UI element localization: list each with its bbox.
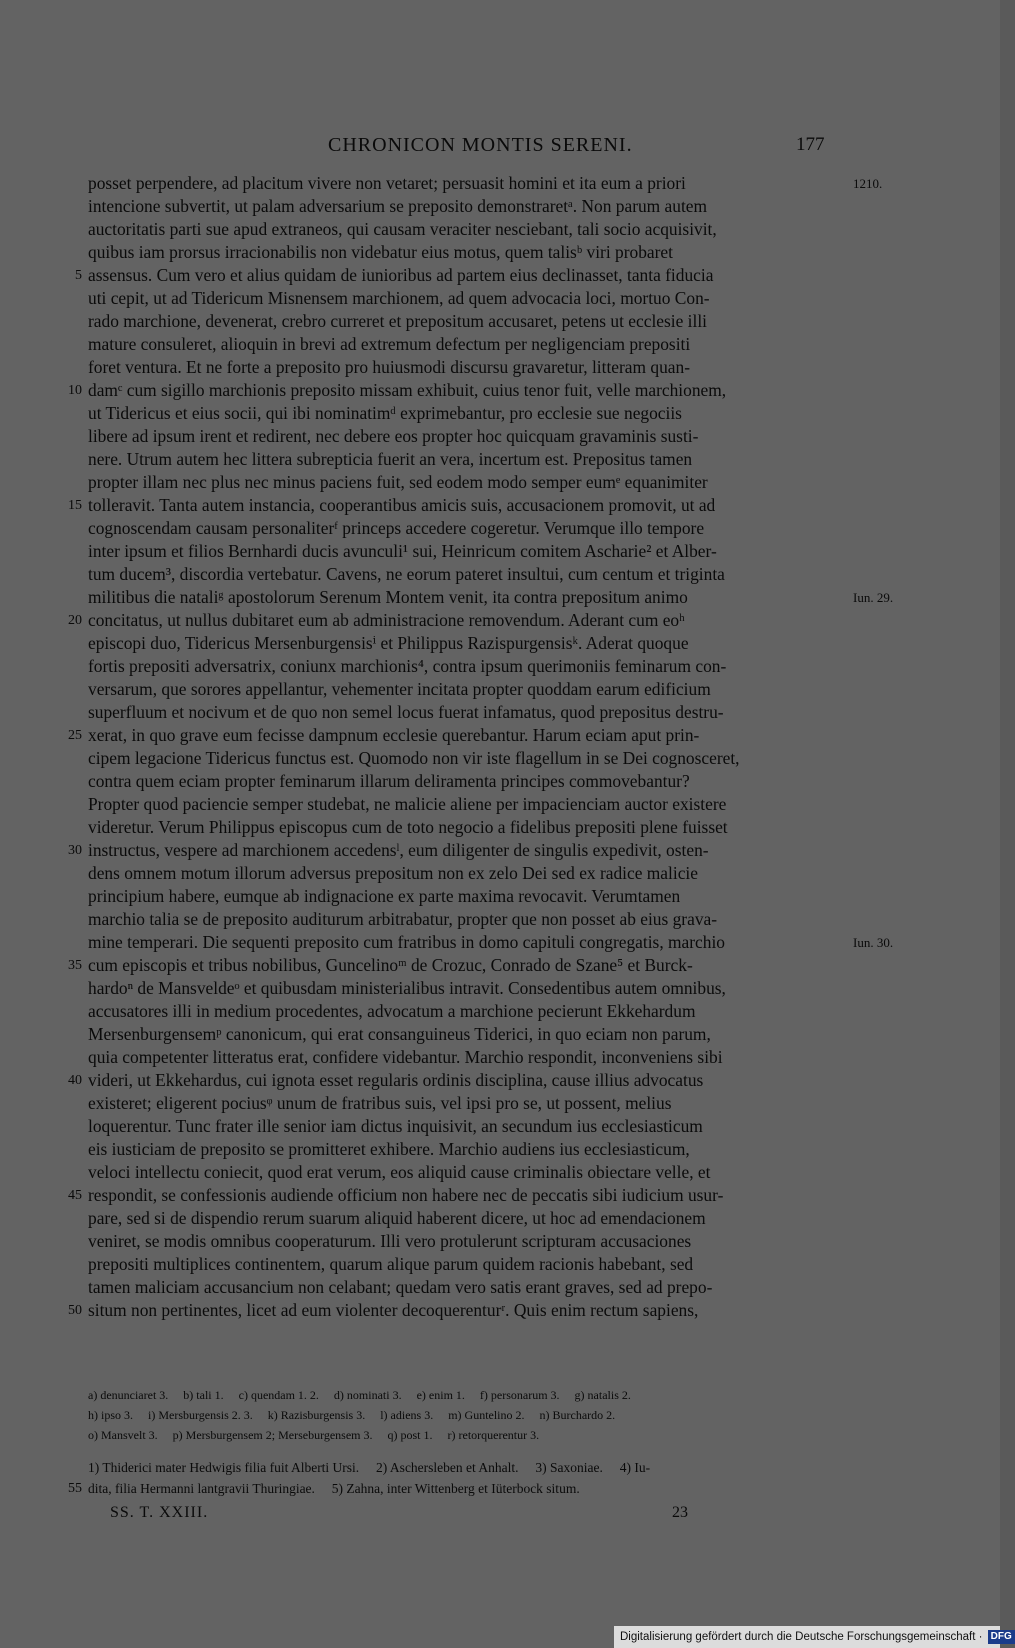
text-line — [88, 563, 848, 586]
line-text: situm non pertinentes, licet ad eum violenter decoquerenturʳ. Quis enim rectum sapiens, — [88, 1300, 699, 1320]
line-text: cognoscendam causam personaliterᶠ princeps accedere cogeretur. Verumque illo tempore — [88, 518, 705, 538]
line-number: 50 — [68, 1303, 82, 1318]
line-text: accusatores illi in medium procedentes, advocatum a marchione pecierunt Ekkehardum — [88, 1001, 696, 1021]
text-line — [88, 1023, 848, 1046]
line-text: hardoⁿ de Mansveldeᵒ et quibusdam ministerialibus intravit. Consedentibus autem omnibus, — [88, 978, 726, 998]
text-line — [88, 1276, 848, 1299]
text-line — [88, 195, 848, 218]
line-text: intencione subvertit, ut palam adversarium se preposito demonstraretᵃ. Non parum autem — [88, 196, 708, 216]
line-text: eis iusticiam de preposito se promitteret exhibere. Marchio audiens ius ecclesiasticum, — [88, 1139, 690, 1159]
text-line — [88, 1230, 848, 1253]
signature-mark: 23 — [672, 1504, 688, 1521]
line-number: 20 — [68, 613, 82, 628]
line-text: versarum, que sorores appellantur, vehementer incitata propter quoddam earum edificium — [88, 679, 711, 699]
text-line — [88, 816, 848, 839]
text-line — [68, 1184, 848, 1207]
text-line — [88, 356, 848, 379]
line-text: veniret, se modis omnibus cooperaturum. Illi vero protulerunt scripturam accusaciones — [88, 1231, 692, 1251]
text-line — [88, 471, 848, 494]
text-line — [88, 425, 848, 448]
line-text: rado marchione, devenerat, crebro curreret et prepositum accusaret, petens ut ecclesie illi — [88, 311, 707, 331]
line-number: 40 — [68, 1073, 82, 1088]
line-text: quibus iam prorsus irracionabilis non videbatur eius motus, quem talisᵇ viri probaret — [88, 242, 673, 262]
text-line — [88, 287, 848, 310]
explanatory-notes — [68, 1457, 848, 1499]
line-text: mature consuleret, alioquin in brevi ad extremum defectum per negligenciam prepositi — [88, 334, 691, 354]
text-line — [88, 931, 894, 954]
line-text: superfluum et nocivum et de quo non semel locus fuerat infamatus, quod prepositus destru- — [88, 702, 724, 722]
line-number: 30 — [68, 843, 82, 858]
text-line — [88, 1207, 848, 1230]
line-text: damᶜ cum sigillo marchionis preposito missam exhibuit, cuius tenor fuit, velle marchionem, — [88, 380, 727, 400]
text-line — [88, 402, 848, 425]
text-line — [88, 701, 848, 724]
line-text: tamen maliciam accusancium non celabant; quedam vero satis erant graves, sed ad prepo- — [88, 1277, 713, 1297]
text-line — [88, 517, 848, 540]
line-text: militibus die nataliᵍ apostolorum Serenum Montem venit, ita contra prepositum animo — [88, 587, 688, 607]
line-text: Mersenburgensemᵖ canonicum, qui erat consanguineus Tiderici, in quo eciam non parum, — [88, 1024, 711, 1044]
line-text: videri, ut Ekkehardus, cui ignota esset regularis ordinis disciplina, cause illius advocatus — [88, 1070, 704, 1090]
line-text: existeret; eligerent pociusᵠ unum de fratribus suis, vel ipsi pro se, ut possent, melius — [88, 1093, 672, 1113]
line-text: tum ducem³, discordia vertebatur. Cavens, ne eorum pateret insultui, cum centum et triginta — [88, 564, 725, 584]
text-line — [88, 977, 848, 1000]
text-line — [68, 609, 848, 632]
text-line — [88, 862, 848, 885]
text-line — [88, 333, 848, 356]
line-text: auctoritatis parti sue apud extraneos, qui causam veraciter nesciebant, tali socio acquisivit, — [88, 219, 717, 239]
line-text: pare, sed si de dispendio rerum suarum aliquid haberent dicere, ut hoc ad emendacionem — [88, 1208, 706, 1228]
line-number: 5 — [75, 268, 82, 283]
text-line — [88, 218, 848, 241]
text-line — [68, 839, 848, 862]
line-text: cipem legacione Tidericus functus est. Quomodo non vir iste flagellum in se Dei cognosceret, — [88, 748, 740, 768]
text-line — [75, 264, 848, 287]
variant-note-line: o) Mansvelt 3. p) Mersburgensem 2; Merseburgensem 3. q) post 1. r) retorquerentur 3. — [88, 1428, 540, 1442]
text-line — [68, 954, 848, 977]
line-text: libere ad ipsum irent et redirent, nec debere eos propter hoc quicquam gravaminis susti- — [88, 426, 699, 446]
page-number: 177 — [796, 134, 825, 155]
line-text: cum episcopis et tribus nobilibus, Guncelinoᵐ de Crozuc, Conrado de Szane⁵ et Burck- — [88, 955, 693, 975]
line-text: foret ventura. Et ne forte a preposito pro huiusmodi discursu gravaretur, litteram quan- — [88, 357, 690, 377]
text-line — [68, 379, 848, 402]
running-title: CHRONICON MONTIS SERENI. — [328, 134, 633, 156]
text-line — [88, 1092, 848, 1115]
line-text: contra quem eciam propter feminarum illarum deliramenta principes commovebantur? — [88, 771, 690, 791]
text-line — [88, 747, 848, 770]
text-line — [88, 1000, 848, 1023]
text-line — [88, 1115, 848, 1138]
line-number: 55 — [68, 1481, 82, 1496]
variant-note-line: a) denunciaret 3. b) tali 1. c) quendam 1. 2. d) nominati 3. e) enim 1. f) personarum 3. g) natalis 2. — [88, 1388, 631, 1402]
margin-date: Iun. 30. — [853, 935, 894, 950]
text-line — [88, 885, 848, 908]
text-line — [68, 1069, 848, 1092]
text-line — [88, 310, 848, 333]
line-text: posset perpendere, ad placitum vivere non vetaret; persuasit homini et ita eum a priori — [88, 173, 686, 193]
text-line — [88, 1046, 848, 1069]
text-line — [68, 724, 848, 747]
line-text: respondit, se confessionis audiende officium non habere nec de peccatis sibi iudicium usur- — [88, 1185, 724, 1205]
footnote-text: dita, filia Hermanni lantgravii Thuringiae. 5) Zahna, inter Wittenberg et Iüterbock situm. — [88, 1481, 580, 1496]
footnote-line — [68, 1478, 848, 1499]
text-line — [68, 1299, 848, 1322]
line-text: quia competenter litteratus erat, confidere videbantur. Marchio respondit, inconveniens sibi — [88, 1047, 723, 1067]
line-text: mine temperari. Die sequenti preposito cum fratribus in domo capituli congregatis, marchio — [88, 932, 725, 952]
dfg-text: Digitalisierung gefördert durch die Deutsche Forschungsgemeinschaft · — [620, 1631, 983, 1643]
running-header — [0, 134, 1000, 160]
line-text: instructus, vespere ad marchionem accedensˡ, eum diligenter de singulis expedivit, osten- — [88, 840, 709, 860]
text-line — [88, 1138, 848, 1161]
line-text: inter ipsum et filios Bernhardi ducis avunculi¹ sui, Heinricum comitem Ascharie² et Alber- — [88, 541, 717, 561]
line-text: principium habere, eumque ab indignacione ex parte maxima revocavit. Verumtamen — [88, 886, 681, 906]
dfg-logo-icon: DFG — [988, 1630, 1015, 1644]
text-line — [88, 770, 848, 793]
variant-apparatus — [88, 1385, 848, 1445]
line-text: tolleravit. Tanta autem instancia, cooperantibus amicis suis, accusacionem promovit, ut ad — [88, 495, 716, 515]
line-text: Propter quod paciencie semper studebat, ne malicie aliene per impacienciam auctor existere — [88, 794, 727, 814]
line-number: 25 — [68, 728, 82, 743]
line-number: 45 — [68, 1188, 82, 1203]
variant-note-line: h) ipso 3. i) Mersburgensis 2. 3. k) Razisburgensis 3. l) adiens 3. m) Guntelino 2. n) Burchardo 2. — [88, 1408, 616, 1422]
text-line — [88, 908, 848, 931]
main-text — [68, 172, 894, 1322]
dfg-banner[interactable] — [614, 1626, 1012, 1648]
line-text: prepositi multiplices continentem, quarum alique parum quidem racionis habebant, sed — [88, 1254, 694, 1274]
text-line — [88, 632, 848, 655]
text-line — [88, 586, 894, 609]
text-line — [68, 494, 848, 517]
text-line — [88, 172, 883, 195]
line-text: fortis prepositi adversatrix, coniunx marchionis⁴, contra ipsum querimoniis feminarum con- — [88, 656, 727, 676]
margin-date: Iun. 29. — [853, 590, 894, 605]
footnote-text: 1) Thiderici mater Hedwigis filia fuit Alberti Ursi. 2) Aschersleben et Anhalt. 3) Saxoniae. 4) Iu- — [88, 1460, 651, 1475]
text-line — [88, 655, 848, 678]
line-text: dens omnem motum illorum adversus prepositum non ex zelo Dei sed ex radice malicie — [88, 863, 698, 883]
text-line — [88, 793, 848, 816]
line-text: propter illam nec plus nec minus paciens fuit, sed eodem modo semper eumᵉ equanimiter — [88, 472, 708, 492]
line-text: marchio talia se de preposito auditurum arbitrabatur, propter que non posset ab eius grava- — [88, 909, 718, 929]
line-text: nere. Utrum autem hec littera subrepticia fuerit an vera, incertum est. Prepositus tamen — [88, 449, 693, 469]
line-number: 15 — [68, 498, 82, 513]
line-text: veloci intellectu coniecit, quod erat verum, eos aliquid cause criminalis obiectare velle, et — [88, 1162, 711, 1182]
line-text: assensus. Cum vero et alius quidam de iunioribus ad partem eius declinasset, tanta fiducia — [88, 265, 714, 285]
line-text: xerat, in quo grave eum fecisse dampnum ecclesie querebantur. Harum eciam aput prin- — [88, 725, 700, 745]
footnote-line — [88, 1457, 848, 1478]
text-line — [88, 1253, 848, 1276]
line-text: ut Tidericus et eius socii, qui ibi nominatimᵈ exprimebantur, pro ecclesie sue negociis — [88, 403, 682, 423]
margin-date: 1210. — [853, 176, 883, 191]
page-footer — [0, 1504, 1000, 1526]
line-text: videretur. Verum Philippus episcopus cum de toto negocio a fidelibus prepositi plene fuisset — [88, 817, 728, 837]
text-line — [88, 1161, 848, 1184]
line-number: 10 — [68, 383, 82, 398]
text-line — [88, 678, 848, 701]
line-text: loquerentur. Tunc frater ille senior iam dictus inquisivit, an secundum ius ecclesiasticum — [88, 1116, 703, 1136]
series-mark: SS. T. XXIII. — [110, 1504, 209, 1521]
text-line — [88, 448, 848, 471]
line-number: 35 — [68, 958, 82, 973]
text-line — [88, 241, 848, 264]
text-line — [88, 540, 848, 563]
line-text: uti cepit, ut ad Tidericum Misnensem marchionem, ad quem advocacia loci, mortuo Con- — [88, 288, 710, 308]
line-text: episcopi duo, Tidericus Mersenburgensisⁱ et Philippus Razispurgensisᵏ. Aderat quoque — [88, 633, 689, 653]
line-text: concitatus, ut nullus dubitaret eum ab administracione removendum. Aderant cum eoʰ — [88, 610, 685, 630]
